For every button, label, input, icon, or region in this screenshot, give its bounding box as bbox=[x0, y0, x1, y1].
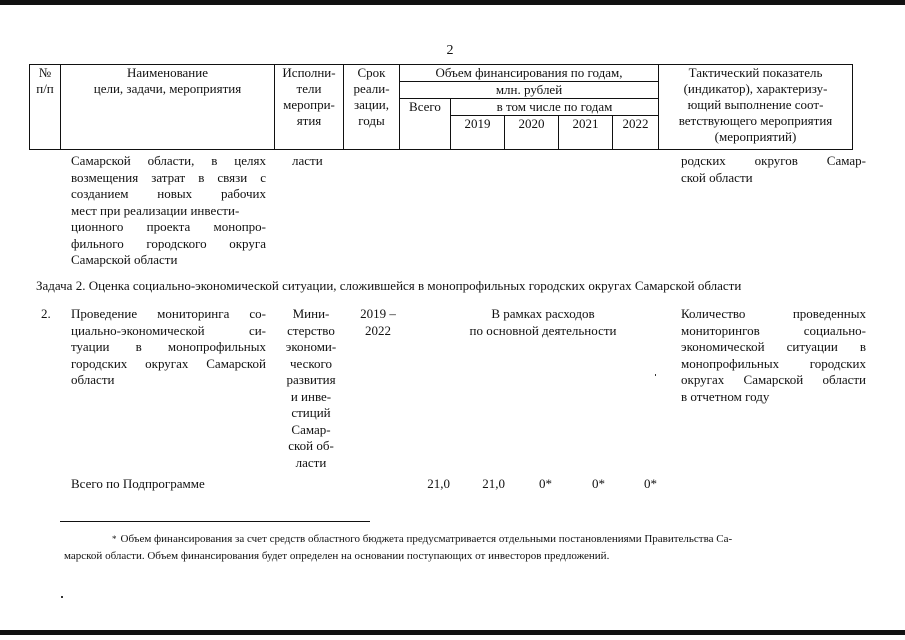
footnote-mark: * bbox=[112, 534, 117, 544]
row-2-name: Проведение мониторинга со- циально-экономической си- туации в монопрофильных городских округах Самарской области bbox=[71, 306, 266, 387]
header-name: Наименование цели, задачи, мероприятия bbox=[61, 65, 275, 150]
totals-2019: 21,0 bbox=[482, 476, 505, 491]
totals-total: 21,0 bbox=[427, 476, 450, 491]
totals-2022: 0* bbox=[644, 476, 657, 491]
cont-row-executor: ласти bbox=[292, 153, 323, 168]
footnote-line-1: Объем финансирования за счет средств областного бюджета предусматривается отдельными постановлениями Правительства Са- bbox=[120, 533, 733, 545]
cont-row-indicator: родских округов Самар- ской области bbox=[681, 153, 866, 185]
scan-speck bbox=[61, 596, 63, 598]
header-year-2022: 2022 bbox=[613, 116, 659, 150]
header-year-2020: 2020 bbox=[505, 116, 559, 150]
totals-label: Всего по Подпрограмме bbox=[71, 476, 205, 491]
bottom-border bbox=[0, 630, 905, 635]
totals-2020: 0* bbox=[539, 476, 552, 491]
header-total: Всего bbox=[400, 99, 451, 150]
header-indicator: Тактический показатель (индикатор), характеризу- ющий выполнение соот- ветствующего мероприятия (мероприятий) bbox=[659, 65, 853, 150]
header-funding: Объем финансирования по годам, bbox=[400, 65, 659, 82]
row-2-num: 2. bbox=[41, 306, 51, 321]
totals-2021: 0* bbox=[592, 476, 605, 491]
table-header bbox=[29, 64, 853, 150]
footnote-line-2: марской области. Объем финансирования будет определен на основании поступающих от инвесторов предложений. bbox=[64, 550, 610, 562]
header-funding-unit: млн. рублей bbox=[400, 82, 659, 99]
row-2-funding: В рамках расходов по основной деятельности bbox=[469, 306, 617, 338]
footnote bbox=[60, 531, 850, 565]
row-2-indicator: Количество проведенных мониторингов социально- экономической ситуации в монопрофильных городских округах Самарской области в отчетном году bbox=[681, 306, 866, 404]
header-year-2019: 2019 bbox=[451, 116, 505, 150]
header-num: № п/п bbox=[30, 65, 61, 150]
header-by-years: в том числе по годам bbox=[451, 99, 659, 116]
header-term: Срок реали- зации, годы bbox=[344, 65, 400, 150]
page-number: 2 bbox=[446, 43, 454, 58]
header-year-2021: 2021 bbox=[559, 116, 613, 150]
footnote-separator bbox=[60, 521, 370, 522]
task-2-heading: Задача 2. Оценка социально-экономической ситуации, сложившейся в монопрофильных городских округах Самарской области bbox=[36, 278, 742, 293]
header-executors: Исполни- тели меропри- ятия bbox=[275, 65, 344, 150]
scan-speck bbox=[655, 374, 656, 376]
row-2-executor: Мини- стерство экономи- ческого развития и инве- стиций Самар- ской об- ласти bbox=[285, 306, 337, 470]
cont-row-name: Самарской области, в целях возмещения затрат в связи с созданием новых рабочих мест при реализации инвести- ционного проекта монопро- фильного городского округа Самарской области bbox=[71, 153, 266, 267]
top-border bbox=[0, 0, 905, 5]
row-2-term: 2019 – 2022 bbox=[360, 306, 396, 338]
